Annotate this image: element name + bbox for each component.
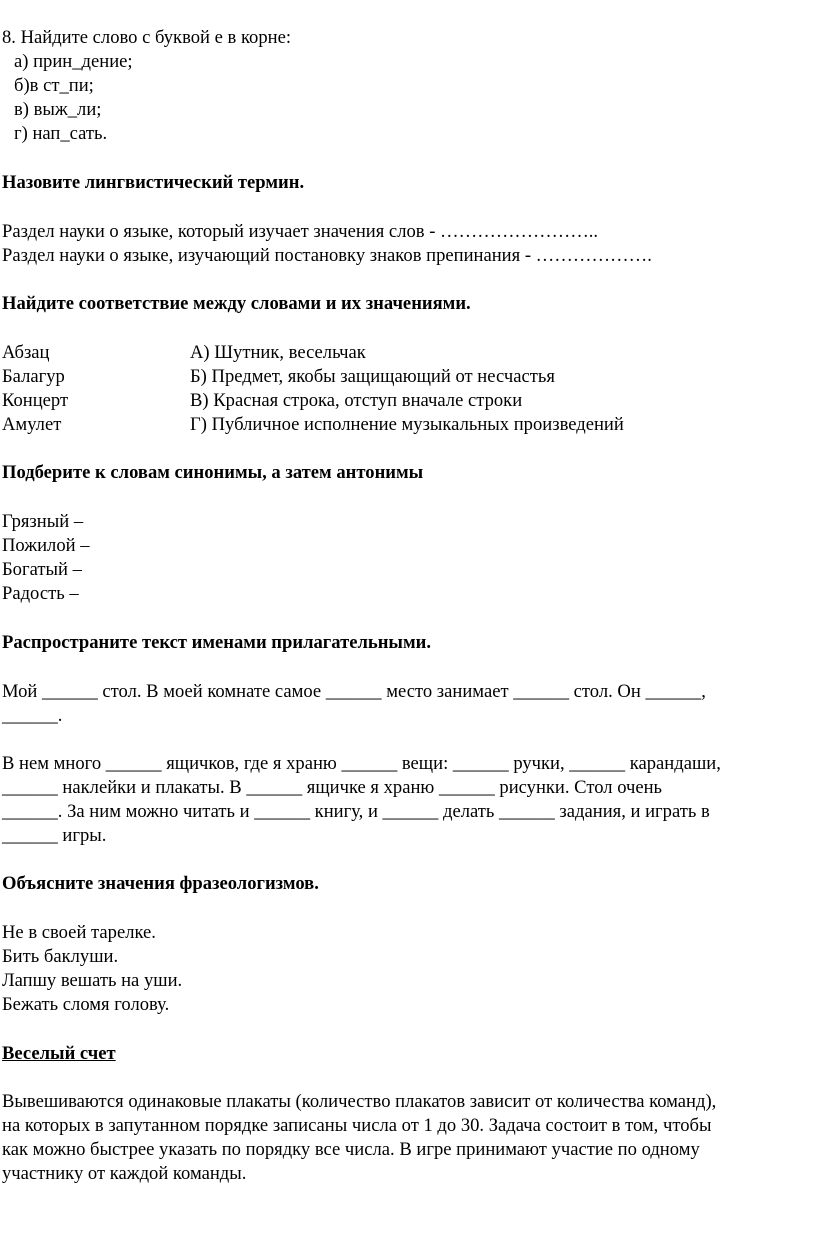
game-line: Вывешиваются одинаковые плакаты (количество плакатов зависит от количества команд),: [2, 1091, 717, 1112]
game-line: участнику от каждой команды.: [2, 1163, 247, 1184]
synonyms-word: Радость –: [2, 583, 79, 604]
synonyms-word: Пожилой –: [2, 535, 90, 556]
adjectives-p2-line: ______ наклейки и плакаты. В ______ ящичке я храню ______ рисунки. Стол очень: [2, 777, 663, 798]
task8-option-c: в) выж_ли;: [14, 99, 102, 120]
matching-meaning: В) Красная строка, отступ вначале строки: [190, 390, 523, 411]
task8-option-b: б)в ст_пи;: [14, 75, 94, 96]
phraseology-item: Бежать сломя голову.: [2, 994, 170, 1015]
matching-meaning: Б) Предмет, якобы защищающий от несчастья: [190, 366, 555, 387]
synonyms-word: Богатый –: [2, 559, 82, 580]
terms-line-2: Раздел науки о языке, изучающий постановку знаков препинания - ……………….: [2, 245, 652, 266]
game-line: на которых в запутанном порядке записаны числа от 1 до 30. Задача состоит в том, чтобы: [2, 1115, 712, 1136]
phraseology-item: Лапшу вешать на уши.: [2, 970, 183, 991]
adjectives-p1-line: Мой ______ стол. В моей комнате самое ______ место занимает ______ стол. Он ______,: [2, 681, 706, 702]
adjectives-p2-line: В нем много ______ ящичков, где я храню ______ вещи: ______ ручки, ______ карандаши,: [2, 753, 721, 774]
synonyms-heading: Подберите к словам синонимы, а затем антонимы: [2, 462, 424, 483]
game-line: как можно быстрее указать по порядку все числа. В игре принимают участие по одному: [2, 1139, 700, 1160]
terms-heading: Назовите лингвистический термин.: [2, 172, 305, 193]
phraseology-item: Не в своей тарелке.: [2, 922, 156, 943]
adjectives-p2-line: ______. За ним можно читать и ______ книгу, и ______ делать ______ задания, и играть в: [2, 801, 710, 822]
game-heading: Веселый счет: [2, 1043, 116, 1064]
adjectives-p1-line: ______.: [2, 705, 63, 726]
phraseology-item: Бить баклуши.: [2, 946, 119, 967]
matching-word: Амулет: [2, 414, 62, 435]
task8-title: 8. Найдите слово с буквой е в корне:: [2, 27, 292, 48]
adjectives-p2-line: ______ игры.: [2, 825, 107, 846]
task8-option-a: а) прин_дение;: [14, 51, 133, 72]
matching-word: Концерт: [2, 390, 69, 411]
matching-heading: Найдите соответствие между словами и их значениями.: [2, 293, 471, 314]
matching-meaning: А) Шутник, весельчак: [190, 342, 366, 363]
task8-option-d: г) нап_сать.: [14, 123, 108, 144]
adjectives-heading: Распространите текст именами прилагательными.: [2, 632, 431, 653]
terms-line-1: Раздел науки о языке, который изучает значения слов - ……………………..: [2, 221, 599, 242]
matching-word: Балагур: [2, 366, 65, 387]
synonyms-word: Грязный –: [2, 511, 84, 532]
phraseology-heading: Объясните значения фразеологизмов.: [2, 873, 319, 894]
matching-meaning: Г) Публичное исполнение музыкальных произведений: [190, 414, 624, 435]
matching-word: Абзац: [2, 342, 50, 363]
